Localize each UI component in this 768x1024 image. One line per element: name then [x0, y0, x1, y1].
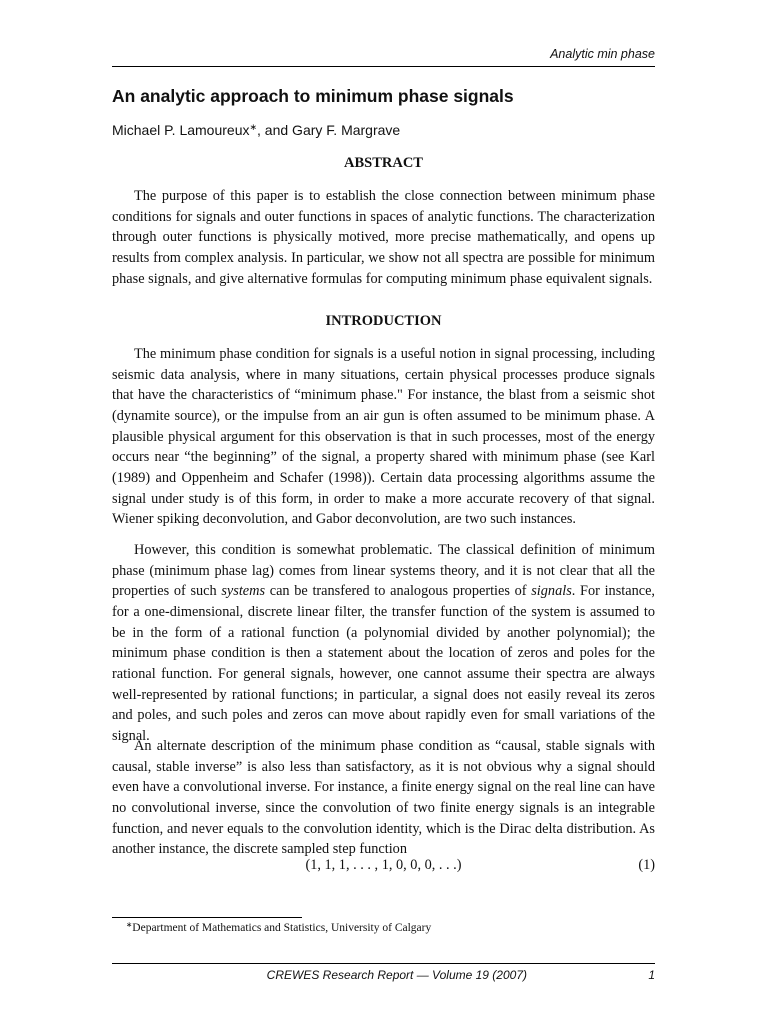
abstract-paragraph: The purpose of this paper is to establish the close connection between minimum phase conditions for signals and outer functions in spaces of analytic functions. The characterization through outer functions is physically motived, more precise mathematically, and opens up results from complex analysis. In particular, we show not all spectra are possible for minimum phase signals, and give alternative formulas for computing minimum phase equivalent signals. [112, 188, 655, 287]
abstract-heading: ABSTRACT [344, 155, 423, 171]
running-head: Analytic min phase [550, 47, 655, 61]
equation-number: (1) [638, 857, 655, 873]
footnote-text: Department of Mathematics and Statistics, University of Calgary [132, 922, 432, 934]
introduction-heading: INTRODUCTION [325, 313, 442, 329]
intro-paragraph-3: An alternate description of the minimum phase condition as “causal, stable signals with causal, stable inverse” is also less than satisfactory, as it is not obvious why a signal should even have a convolutional inverse. For instance, a finite energy signal on the real line can have no convolutional inverse, since the convolution of two finite energy signals is an integrable function, and never equals to the convolution identity, which is the Dirac delta distribution. As another instance, the discrete sampled step function [112, 738, 655, 858]
author-line [112, 120, 655, 140]
intro-paragraph-2 [112, 540, 655, 747]
intro-paragraph-1: The minimum phase condition for signals is a useful notion in signal processing, including seismic data analysis, where in many situations, certain physical processes produce signals that have the characteristics of “minimum phase." For instance, the blast from a seismic shot (dynamite source), or the impulse from an air gun is often assumed to be minimum phase. A plausible physical argument for this observation is that in such processes, most of the energy occurs near “the beginning” of the signal, a property shared with minimum phase (see Karl (1989) and Oppenheim and Schafer (1998)). Certain data processing algorithms assume the signal under study is of this form, in order to make a more accurate recovery of that signal. Wiener spiking deconvolution, and Gabor deconvolution, are two such instances. [112, 346, 655, 528]
running-foot [112, 967, 655, 983]
equation-body: (1, 1, 1, . . . , 1, 0, 0, 0, . . .) [305, 857, 462, 873]
page-number: 1 [648, 968, 655, 982]
journal-citation: CREWES Research Report — Volume 19 (2007) [266, 968, 527, 982]
emphasis-systems: systems [221, 583, 266, 600]
equation-1 [112, 854, 655, 876]
paper-title: An analytic approach to minimum phase signals [112, 86, 514, 106]
header-rule [112, 66, 655, 67]
footnote-marker: ∗ [249, 122, 258, 132]
intro-paragraph-2-text-a: However, this condition is somewhat problematic. The classical definition of minimum phase (minimum phase lag) comes from linear systems theory, and it is not clear that all the properties of such [112, 542, 655, 600]
intro-paragraph-2-text-b: can be transfered to analogous properties of [265, 583, 532, 600]
intro-paragraph-2-text-c: . For instance, for a one-dimensional, discrete linear filter, the transfer function of the system is assumed to be in the form of a rational function (a polynomial divided by another polynomial); the minimum phase condition is then a statement about the location of zeros and poles for the rational function. For general signals, however, one cannot assume their spectra are always well-represented by rational functions; in particular, a signal does not easily reveal its zeros and poles, and such poles and zeros can move about rapidly even for small variations of the signal. [112, 583, 655, 744]
author-first: Michael P. Lamoureux [112, 122, 250, 138]
emphasis-signals: signals [531, 583, 572, 600]
footnote-rule [112, 917, 302, 918]
author-rest: , and Gary F. Margrave [257, 122, 401, 138]
footnote-marker-symbol: ∗ [126, 920, 133, 929]
footer-rule [112, 963, 655, 964]
footnote [126, 920, 655, 936]
